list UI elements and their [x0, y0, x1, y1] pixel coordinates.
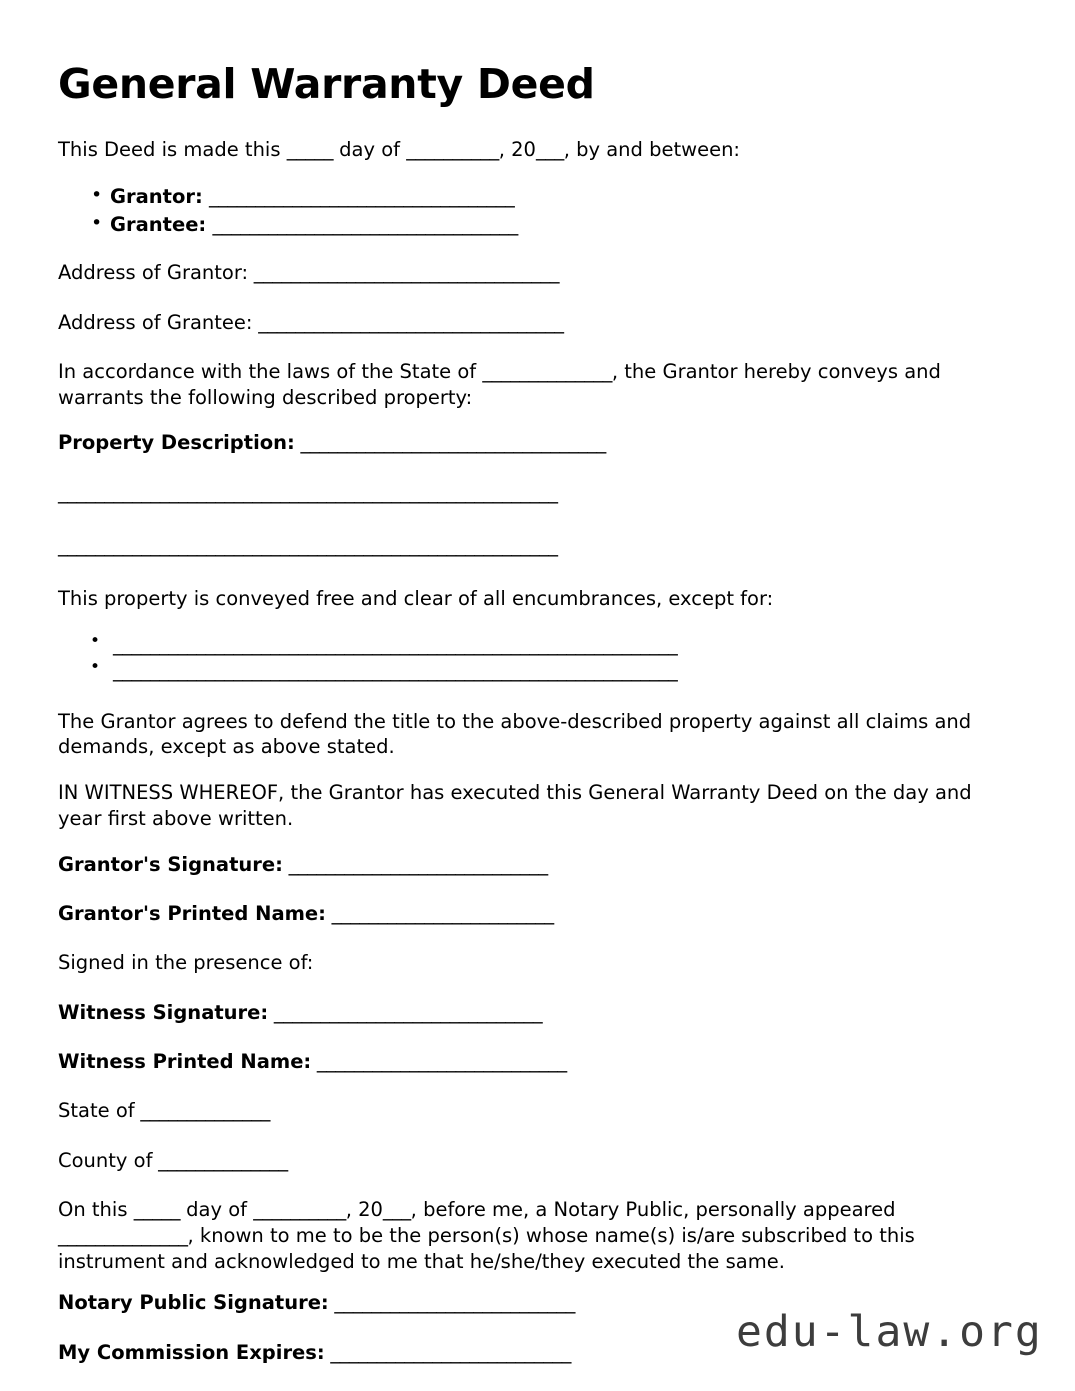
intro-before-day: This Deed is made this: [58, 138, 287, 162]
notary-after-day: day of: [179, 1198, 254, 1222]
grantor-printed-name-blank: ________________________: [325, 902, 554, 926]
commission-expires-blank: __________________________: [324, 1340, 571, 1364]
notary-signature-blank: __________________________: [328, 1291, 575, 1315]
intro-month-blank: __________: [406, 138, 499, 162]
grantor-label: Grantor:: [110, 184, 203, 208]
notary-acknowledgement-paragraph: [58, 1197, 1010, 1274]
county-of-label: County of: [58, 1148, 153, 1172]
notary-month-blank: __________: [253, 1198, 346, 1222]
list-item-encumbrance-1: [58, 632, 1010, 658]
encumbrance-blank-2: _____________________________________________________________: [113, 659, 678, 683]
notary-middle: , before me, a Notary Public, personally appeared: [410, 1198, 896, 1222]
grantor-blank: _________________________________: [209, 184, 515, 208]
notary-after-month: , 20: [345, 1198, 383, 1222]
address-of-grantor-blank: _________________________________: [248, 261, 560, 285]
property-description-field: [58, 430, 1010, 455]
site-watermark: edu-law.org: [736, 1307, 1043, 1357]
witness-signature-label: Witness Signature:: [58, 1000, 269, 1024]
county-of-field: [58, 1148, 1010, 1173]
witness-printed-name-blank: ___________________________: [311, 1050, 567, 1074]
state-of-label: State of: [58, 1099, 135, 1123]
county-of-blank: ______________: [152, 1148, 288, 1172]
notary-name-blank: ______________: [58, 1223, 188, 1247]
address-of-grantee-blank: _________________________________: [252, 310, 564, 334]
signed-in-presence-text: Signed in the presence of:: [58, 951, 314, 975]
notary-tail: , known to me to be the person(s) whose name(s) is/are subscribed to this instrument and acknowledged to me that he/she/they executed the same.: [58, 1223, 915, 1273]
list-item-grantee: [58, 211, 1010, 239]
grantor-printed-name-label: Grantor's Printed Name:: [58, 902, 326, 926]
document-body: [58, 62, 1010, 1389]
state-clause-before: In accordance with the laws of the State of: [58, 359, 483, 383]
grantor-signature-label: Grantor's Signature:: [58, 852, 283, 876]
state-clause-after: , the Grantor hereby conveys and warrants the following described property:: [58, 359, 941, 409]
notary-before-day: On this: [58, 1198, 134, 1222]
grantee-label: Grantee:: [110, 212, 207, 236]
address-of-grantee-label: Address of Grantee:: [58, 310, 253, 334]
property-description-blank: _________________________________: [294, 431, 606, 455]
intro-after-month: , 20: [498, 138, 536, 162]
encumbrance-list: [58, 632, 1010, 685]
witness-printed-name-field: [58, 1049, 1010, 1074]
address-of-grantor-label: Address of Grantor:: [58, 261, 249, 285]
encumbrances-intro: This property is conveyed free and clear of all encumbrances, except for:: [58, 587, 774, 611]
state-of-field: [58, 1098, 1010, 1123]
property-blank-line-2: ______________________________________________________: [58, 534, 558, 558]
page-title: General Warranty Deed: [58, 60, 595, 108]
state-of-blank: ______________: [134, 1099, 270, 1123]
witness-whereof-paragraph: IN WITNESS WHEREOF, the Grantor has executed this General Warranty Deed on the day and year first above written.: [58, 781, 972, 830]
witness-printed-name-label: Witness Printed Name:: [58, 1050, 312, 1074]
party-list: [58, 183, 1010, 238]
grantor-signature-blank: ____________________________: [282, 852, 548, 876]
state-clause-blank: ______________: [482, 359, 612, 383]
witness-signature-blank: _____________________________: [268, 1000, 543, 1024]
witness-signature-field: [58, 1000, 1010, 1025]
intro-day-blank: _____: [286, 138, 333, 162]
defend-title-paragraph: The Grantor agrees to defend the title to the above-described property against all claims and demands, except as above stated.: [58, 709, 972, 759]
grantee-blank: _________________________________: [212, 212, 518, 236]
encumbrance-blank-1: _____________________________________________________________: [113, 633, 678, 657]
commission-expires-label: My Commission Expires:: [58, 1340, 325, 1364]
notary-signature-label: Notary Public Signature:: [58, 1291, 329, 1315]
state-clause-paragraph: [58, 359, 1010, 410]
address-of-grantee-field: [58, 310, 1010, 335]
address-of-grantor-field: [58, 260, 1010, 285]
intro-after-day: day of: [332, 138, 407, 162]
intro-paragraph: [58, 137, 1010, 163]
list-item-grantor: [58, 183, 1010, 211]
notary-day-blank: _____: [133, 1198, 180, 1222]
grantor-printed-name-field: [58, 901, 1010, 926]
notary-year-blank: ___: [382, 1198, 411, 1222]
list-item-encumbrance-2: [58, 658, 1010, 684]
property-description-label: Property Description:: [58, 431, 295, 455]
grantor-signature-field: [58, 852, 1010, 877]
intro-tail: , by and between:: [563, 138, 740, 162]
intro-year-blank: ___: [535, 138, 564, 162]
property-blank-line-1: ______________________________________________________: [58, 480, 558, 504]
